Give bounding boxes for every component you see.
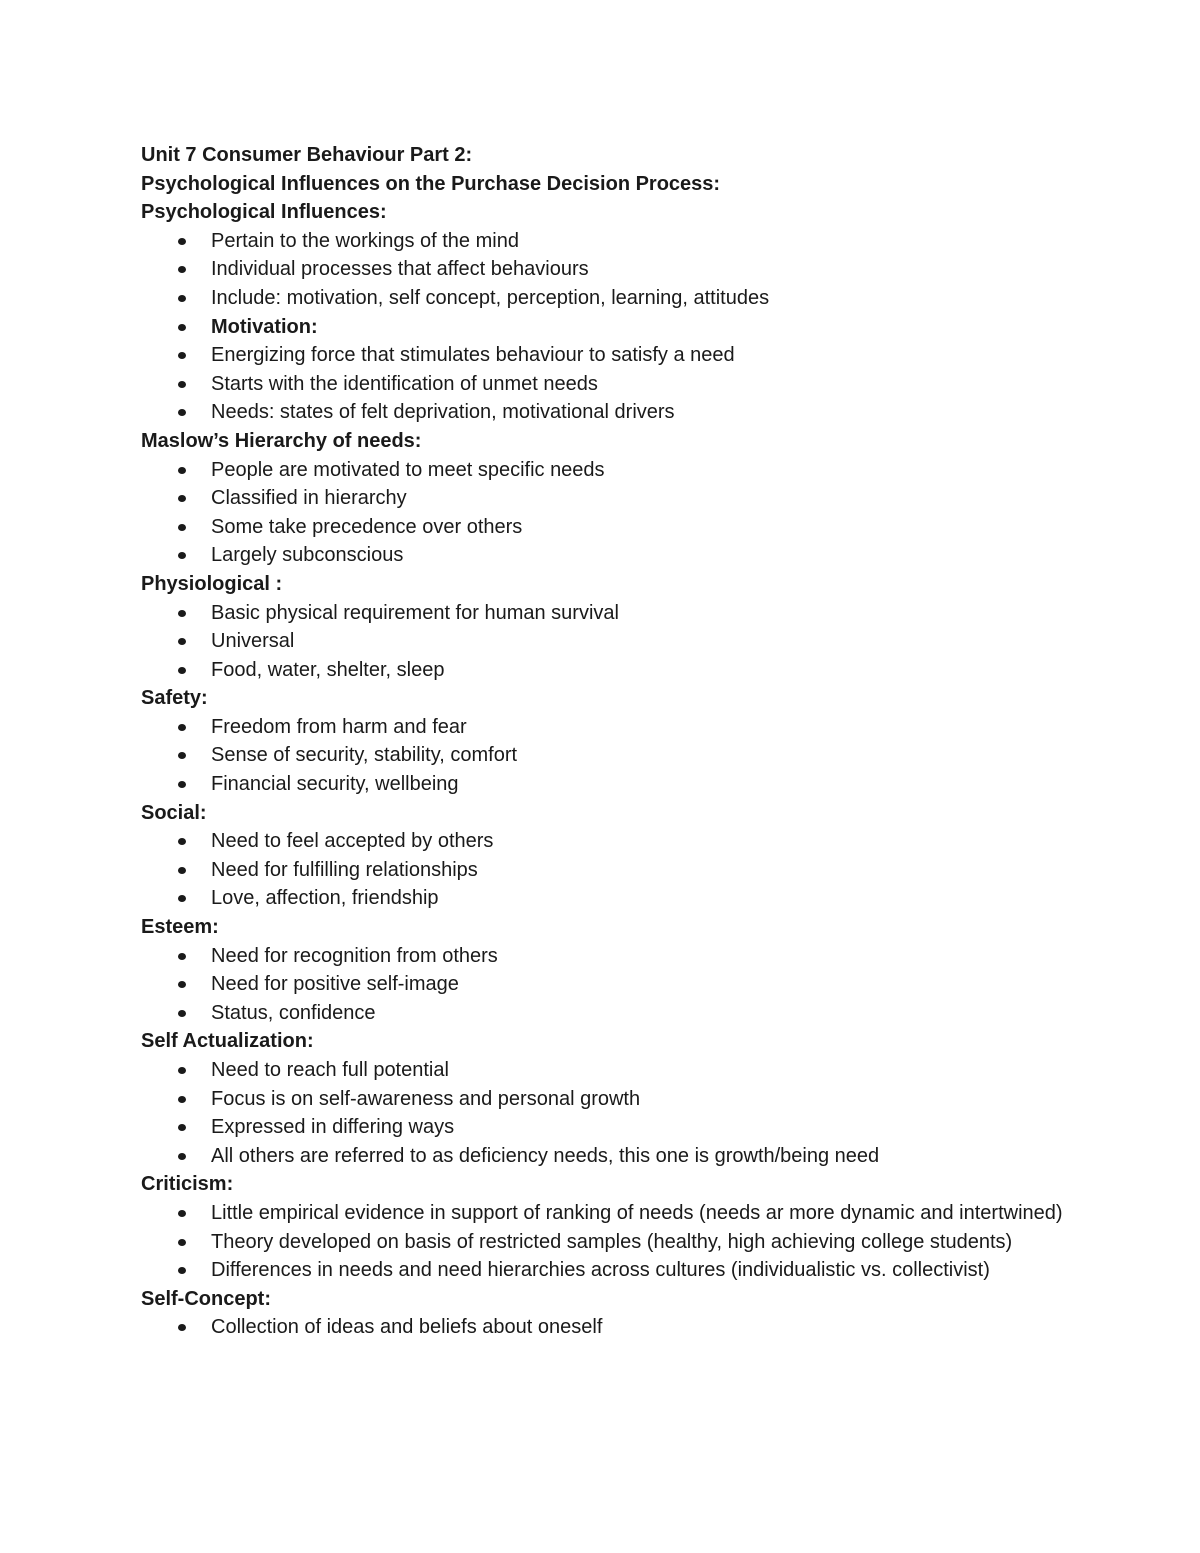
section-heading-safety: Safety:: [141, 687, 208, 710]
list-item: Freedom from harm and fear: [141, 713, 1071, 742]
list-item: Need for recognition from others: [141, 942, 1071, 971]
section-heading-self-concept: Self-Concept:: [141, 1287, 271, 1310]
list-item: Some take precedence over others: [141, 513, 1071, 542]
bullet-icon: [178, 838, 186, 845]
bullet-icon: [178, 1010, 186, 1017]
bullet-icon: [178, 352, 186, 359]
bullet-icon: [178, 1124, 186, 1131]
list-item: Need for positive self-image: [141, 970, 1071, 999]
list-item: Need to reach full potential: [141, 1056, 1071, 1085]
document-page: [141, 141, 1071, 1342]
section-heading-esteem: Esteem:: [141, 916, 219, 939]
bullet-icon: [178, 1067, 186, 1074]
bullet-icon: [178, 953, 186, 960]
list-item: Individual processes that affect behaviours: [141, 255, 1071, 284]
bullet-list-psychological-influences: [141, 227, 1071, 427]
section-heading-social: Social:: [141, 801, 207, 824]
bullet-icon: [178, 266, 186, 273]
document-subtitle: Psychological Influences on the Purchase Decision Process:: [141, 172, 721, 195]
section-heading-self-actualization: Self Actualization:: [141, 1030, 314, 1053]
bullet-list-safety: [141, 713, 1071, 799]
bullet-icon: [178, 610, 186, 617]
bullet-icon: [178, 409, 186, 416]
list-item: Expressed in differing ways: [141, 1113, 1071, 1142]
list-item: Love, affection, friendship: [141, 884, 1071, 913]
bullet-icon: [178, 667, 186, 674]
list-item: Classified in hierarchy: [141, 484, 1071, 513]
bullet-list-criticism: [141, 1199, 1071, 1285]
bullet-list-social: [141, 827, 1071, 913]
section-heading-psychological-influences: Psychological Influences:: [141, 201, 387, 224]
bullet-icon: [178, 1324, 186, 1331]
bullet-list-self-concept: [141, 1313, 1071, 1342]
list-item: Collection of ideas and beliefs about oneself: [141, 1313, 1071, 1342]
document-title: Unit 7 Consumer Behaviour Part 2:: [141, 144, 473, 166]
bullet-icon: [178, 238, 186, 245]
list-item: All others are referred to as deficiency needs, this one is growth/being need: [141, 1142, 1071, 1171]
list-item: Basic physical requirement for human survival: [141, 599, 1071, 628]
list-item: Focus is on self-awareness and personal growth: [141, 1085, 1071, 1114]
list-item: Little empirical evidence in support of ranking of needs (needs ar more dynamic and intertwined): [141, 1199, 1071, 1228]
list-item: Financial security, wellbeing: [141, 770, 1071, 799]
list-item: Starts with the identification of unmet needs: [141, 370, 1071, 399]
bullet-list-maslow: [141, 456, 1071, 570]
list-item: Universal: [141, 627, 1071, 656]
list-item: Theory developed on basis of restricted samples (healthy, high achieving college students): [141, 1228, 1071, 1257]
list-item: Need to feel accepted by others: [141, 827, 1071, 856]
list-item: Status, confidence: [141, 999, 1071, 1028]
list-item: Pertain to the workings of the mind: [141, 227, 1071, 256]
list-item: People are motivated to meet specific needs: [141, 456, 1071, 485]
list-item: Food, water, shelter, sleep: [141, 656, 1071, 685]
bullet-icon: [178, 324, 186, 331]
bullet-icon: [178, 295, 186, 302]
bullet-icon: [178, 867, 186, 874]
bullet-icon: [178, 781, 186, 788]
bullet-icon: [178, 638, 186, 645]
bullet-icon: [178, 895, 186, 902]
list-item: Include: motivation, self concept, perception, learning, attitudes: [141, 284, 1071, 313]
bullet-icon: [178, 1096, 186, 1103]
list-item: Largely subconscious: [141, 541, 1071, 570]
bullet-icon: [178, 381, 186, 388]
bullet-icon: [178, 495, 186, 502]
bullet-list-physiological: [141, 599, 1071, 685]
bullet-list-esteem: [141, 942, 1071, 1028]
list-item: Differences in needs and need hierarchies across cultures (individualistic vs. collectivist): [141, 1256, 1071, 1285]
bullet-icon: [178, 1239, 186, 1246]
bullet-icon: [178, 981, 186, 988]
bullet-icon: [178, 752, 186, 759]
list-item: Energizing force that stimulates behaviour to satisfy a need: [141, 341, 1071, 370]
bullet-icon: [178, 552, 186, 559]
section-heading-maslow: Maslow’s Hierarchy of needs:: [141, 429, 422, 452]
bullet-icon: [178, 724, 186, 731]
list-item: Needs: states of felt deprivation, motivational drivers: [141, 398, 1071, 427]
section-heading-physiological: Physiological :: [141, 572, 283, 595]
bullet-icon: [178, 1210, 186, 1217]
bullet-icon: [178, 1153, 186, 1160]
bullet-icon: [178, 467, 186, 474]
section-heading-criticism: Criticism:: [141, 1173, 234, 1196]
bullet-icon: [178, 524, 186, 531]
list-item: Sense of security, stability, comfort: [141, 741, 1071, 770]
bullet-icon: [178, 1267, 186, 1274]
list-item-motivation-heading: Motivation:: [141, 313, 1071, 342]
bullet-list-self-actualization: [141, 1056, 1071, 1170]
list-item: Need for fulfilling relationships: [141, 856, 1071, 885]
